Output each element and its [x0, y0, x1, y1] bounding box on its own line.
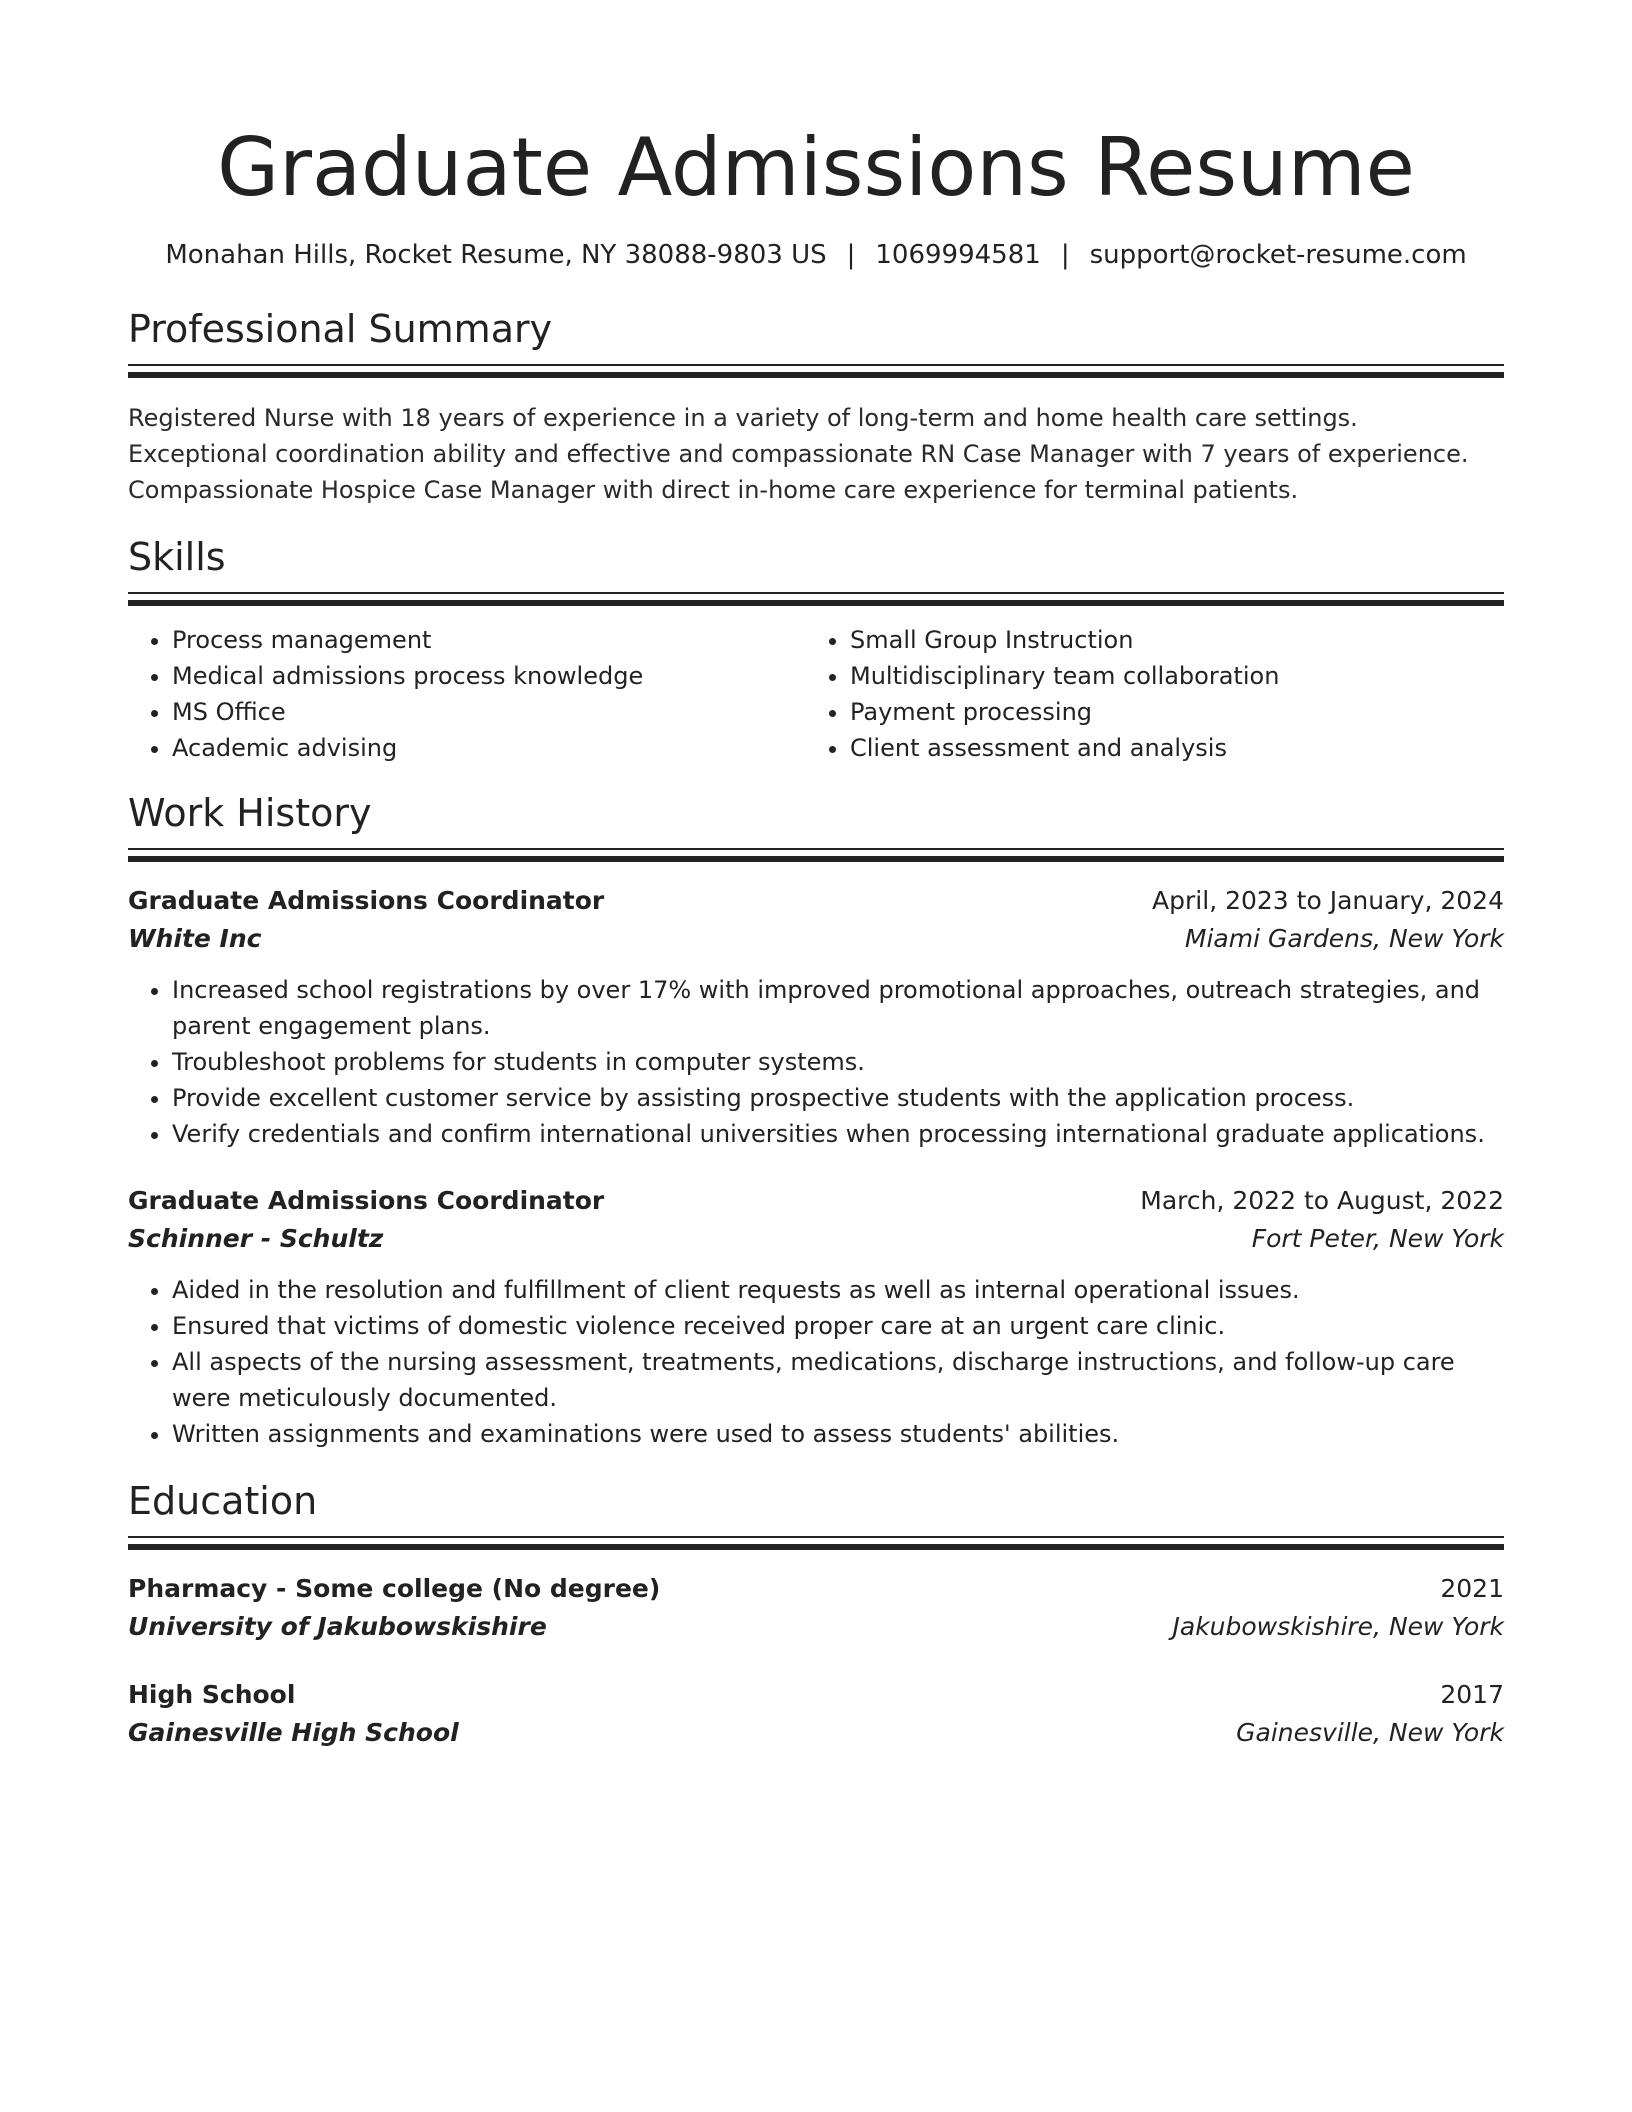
job-bullet: • Increased school registrations by over 17% with improved promotional approaches, outreach strategies, and parent engagement plans. [172, 972, 1504, 1044]
education-location: Jakubowskishire, New York [1172, 1612, 1504, 1641]
job-entry [128, 882, 1504, 1152]
summary-section [128, 306, 1504, 508]
job-bullet: • Written assignments and examinations were used to assess students' abilities. [172, 1416, 1504, 1452]
skill-item: • MS Office [172, 694, 806, 730]
contact-phone: 1069994581 [875, 240, 1041, 270]
resume-title: Graduate Admissions Resume [217, 121, 1415, 214]
skills-column-left [128, 622, 806, 766]
job-dates: March, 2022 to August, 2022 [1140, 1186, 1504, 1215]
job-bullets [128, 1272, 1504, 1452]
education-location: Gainesville, New York [1236, 1718, 1504, 1747]
skill-item: • Process management [172, 622, 806, 658]
job-dates: April, 2023 to January, 2024 [1152, 886, 1504, 915]
section-divider [128, 364, 1504, 380]
job-entry [128, 1182, 1504, 1452]
job-bullets [128, 972, 1504, 1152]
skill-item: • Client assessment and analysis [850, 730, 1484, 766]
section-heading-summary: Professional Summary [128, 307, 553, 351]
section-divider [128, 848, 1504, 864]
education-year: 2021 [1440, 1574, 1504, 1603]
job-bullet: • All aspects of the nursing assessment, treatments, medications, discharge instructions, and follow-up care were meticulously documented. [172, 1344, 1504, 1416]
section-divider [128, 592, 1504, 608]
skills-list [128, 622, 1504, 766]
skill-item: • Multidisciplinary team collaboration [850, 658, 1484, 694]
skill-item: • Medical admissions process knowledge [172, 658, 806, 694]
education-degree: Pharmacy - Some college (No degree) [128, 1574, 661, 1603]
contact-line [128, 238, 1504, 272]
job-bullet: • Verify credentials and confirm international universities when processing international graduate applications. [172, 1116, 1504, 1152]
job-bullet: • Provide excellent customer service by assisting prospective students with the application process. [172, 1080, 1504, 1116]
education-school: University of Jakubowskishire [128, 1612, 547, 1641]
job-title: Graduate Admissions Coordinator [128, 1186, 605, 1215]
education-year: 2017 [1440, 1680, 1504, 1709]
skills-section [128, 534, 1504, 766]
job-bullet: • Troubleshoot problems for students in computer systems. [172, 1044, 1504, 1080]
education-school: Gainesville High School [128, 1718, 459, 1747]
section-divider [128, 1536, 1504, 1552]
resume-page [128, 0, 1504, 1752]
section-heading-work: Work History [128, 791, 372, 835]
job-location: Miami Gardens, New York [1184, 924, 1504, 953]
skill-item: • Academic advising [172, 730, 806, 766]
job-location: Fort Peter, New York [1251, 1224, 1504, 1253]
skill-item: • Payment processing [850, 694, 1484, 730]
job-company: White Inc [128, 924, 262, 953]
section-heading-skills: Skills [128, 535, 226, 579]
job-title: Graduate Admissions Coordinator [128, 886, 605, 915]
job-bullet: • Aided in the resolution and fulfillment of client requests as well as internal operational issues. [172, 1272, 1504, 1308]
contact-address: Monahan Hills, Rocket Resume, NY 38088-9803 US [165, 240, 827, 270]
section-heading-education: Education [128, 1479, 318, 1523]
skill-item: • Small Group Instruction [850, 622, 1484, 658]
education-entry [128, 1676, 1504, 1752]
contact-separator: | [1060, 240, 1070, 270]
education-entry [128, 1570, 1504, 1646]
summary-text: Registered Nurse with 18 years of experience in a variety of long-term and home health care settings. Exceptional coordination ability and effective and compassionate RN Case Manager with 7 years of experience. Compassionate Hospice Case Manager with direct in-home care experience for terminal patients. [128, 404, 1469, 504]
contact-email[interactable]: support@rocket-resume.com [1089, 240, 1467, 270]
education-degree: High School [128, 1680, 296, 1709]
job-company: Schinner - Schultz [128, 1224, 384, 1253]
education-section [128, 1478, 1504, 1752]
job-bullet: • Ensured that victims of domestic violence received proper care at an urgent care clinic. [172, 1308, 1504, 1344]
skills-column-right [806, 622, 1484, 766]
contact-separator: | [846, 240, 856, 270]
work-section [128, 790, 1504, 1452]
